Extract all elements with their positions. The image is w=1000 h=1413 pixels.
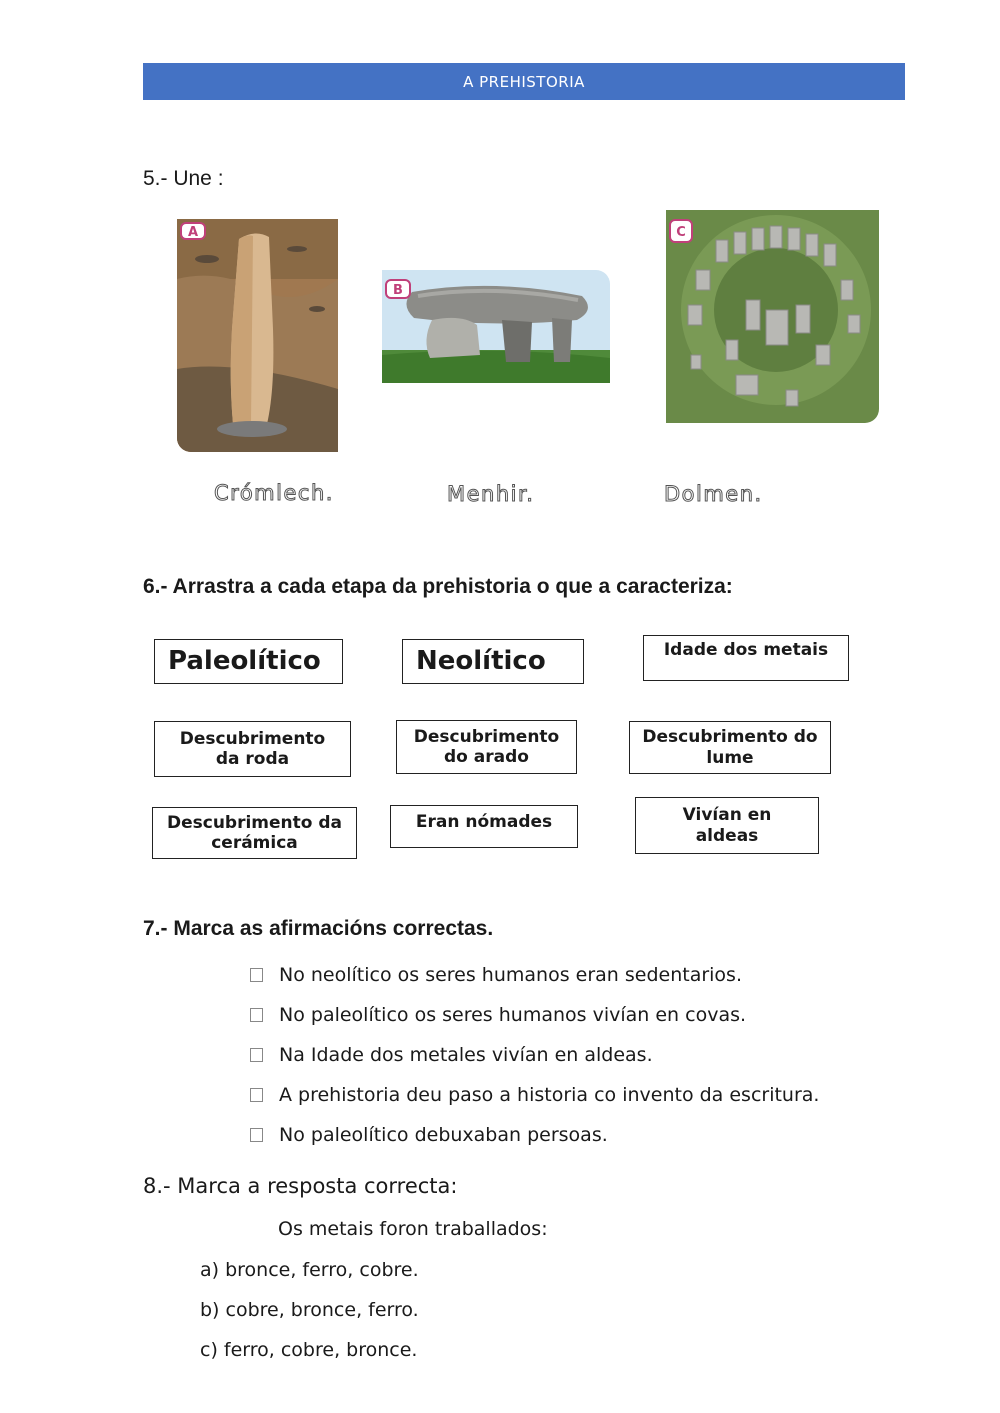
drag-item-label: Descubrimento do arado	[413, 726, 560, 767]
statement-5[interactable]	[250, 1124, 608, 1146]
statement-4[interactable]	[250, 1084, 819, 1106]
q8-option-c[interactable]: c) ferro, cobre, bronce.	[200, 1339, 418, 1361]
statement-text: No paleolítico os seres humanos vivían en covas.	[279, 1004, 747, 1026]
checkbox[interactable]	[250, 1008, 263, 1022]
dropzone-neolitico[interactable]	[402, 639, 584, 684]
cromlech-image	[666, 210, 879, 423]
dropzone-label: Neolítico	[416, 645, 546, 676]
word-cromlech[interactable]: Crómlech.	[214, 481, 334, 505]
drag-item-label: Descubrimento do lume	[642, 727, 818, 768]
dropzone-label: Idade dos metais	[663, 640, 829, 660]
statement-1[interactable]	[250, 964, 742, 986]
drag-item-aldeas[interactable]	[635, 797, 819, 854]
dropzone-paleolitico[interactable]	[154, 639, 343, 684]
q5-title: 5.- Une :	[143, 167, 224, 190]
header-bar	[143, 63, 905, 100]
dropzone-idade-dos-metais[interactable]	[643, 635, 849, 681]
q8-prompt: Os metais foron traballados:	[278, 1218, 548, 1240]
statement-3[interactable]	[250, 1044, 653, 1066]
statement-text: No paleolítico debuxaban persoas.	[279, 1124, 608, 1146]
menhir-image	[177, 219, 338, 452]
drag-item-lume[interactable]	[629, 721, 831, 774]
q7-title: 7.- Marca as afirmacións correctas.	[143, 917, 494, 940]
drag-item-roda[interactable]	[154, 721, 351, 777]
checkbox[interactable]	[250, 968, 263, 982]
drag-item-arado[interactable]	[396, 720, 577, 774]
statement-text: Na Idade dos metales vivían en aldeas.	[279, 1044, 653, 1066]
drag-item-label: Vivían en aldeas	[682, 805, 772, 846]
q8-option-b[interactable]: b) cobre, bronce, ferro.	[200, 1299, 419, 1321]
drag-item-label: Descubrimento da cerámica	[166, 812, 343, 853]
image-tag-a: A	[187, 225, 199, 240]
word-dolmen[interactable]: Dolmen.	[664, 482, 763, 506]
word-menhir[interactable]: Menhir.	[447, 482, 535, 506]
checkbox[interactable]	[250, 1048, 263, 1062]
drag-item-label: Eran nómades	[415, 812, 553, 832]
drag-item-label: Descubrimento da roda	[179, 728, 326, 769]
statement-text: A prehistoria deu paso a historia co invento da escritura.	[279, 1084, 820, 1106]
drag-item-ceramica[interactable]	[152, 807, 357, 859]
image-tag-b: B	[393, 283, 403, 298]
statement-2[interactable]	[250, 1004, 746, 1026]
q8-title: 8.- Marca a resposta correcta:	[143, 1174, 458, 1198]
dropzone-label: Paleolítico	[168, 645, 321, 676]
image-tag-c: C	[676, 225, 686, 240]
dolmen-image	[382, 270, 610, 383]
page-title: A PREHISTORIA	[463, 72, 585, 91]
q6-title: 6.- Arrastra a cada etapa da prehistoria o que a caracteriza:	[143, 575, 733, 598]
drag-item-nomades[interactable]	[390, 805, 578, 848]
checkbox[interactable]	[250, 1088, 263, 1102]
statement-text: No neolítico os seres humanos eran sedentarios.	[279, 964, 742, 986]
checkbox[interactable]	[250, 1128, 263, 1142]
q8-option-a[interactable]: a) bronce, ferro, cobre.	[200, 1259, 419, 1281]
